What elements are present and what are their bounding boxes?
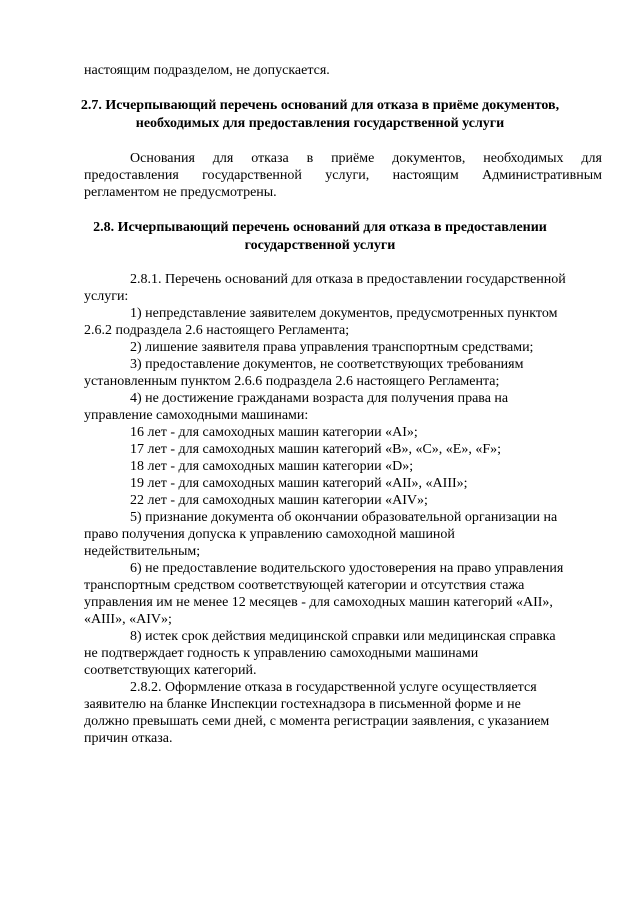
- section-2-8-line: услуги:: [84, 289, 129, 304]
- section-2-7-paragraph-line-2: [84, 167, 602, 184]
- section-2-8-line: 8) истек срок действия медицинской справки или медицинская справка: [130, 629, 556, 644]
- section-2-7-heading-line-1: 2.7. Исчерпывающий перечень оснований для отказа в приёме документов,: [80, 98, 560, 113]
- section-2-8-line: управление самоходными машинами:: [84, 408, 309, 423]
- section-2-7-heading-line-2: необходимых для предоставления государственной услуги: [135, 116, 505, 131]
- section-2-8-line: установленным пунктом 2.6.6 подраздела 2.6 настоящего Регламента;: [84, 374, 500, 389]
- section-2-8-line: 2.6.2 подраздела 2.6 настоящего Регламента;: [84, 323, 350, 338]
- word: отказа: [251, 151, 289, 166]
- word: настоящим: [392, 168, 459, 183]
- section-2-8-line: не подтверждает годность к управлению самоходными машинами: [84, 646, 479, 661]
- section-2-8-line: 19 лет - для самоходных машин категорий «AII», «AIII»;: [130, 476, 468, 491]
- section-2-8-line: 18 лет - для самоходных машин категории «D»;: [130, 459, 414, 474]
- section-2-7-paragraph-line-1: [130, 150, 602, 167]
- section-2-8-heading-line-1: 2.8. Исчерпывающий перечень оснований для отказа в предоставлении: [93, 220, 547, 235]
- section-2-8-line: право получения допуска к управлению самоходной машиной: [84, 527, 455, 542]
- section-2-8-line: 6) не предоставление водительского удостоверения на право управления: [130, 561, 564, 576]
- section-2-8-line: транспортным средством соответствующей категории и отсутствия стажа: [84, 578, 525, 593]
- section-2-8-line: 4) не достижение гражданами возраста для получения права на: [130, 391, 509, 406]
- word: в: [306, 151, 314, 166]
- section-2-7-paragraph-line-3: регламентом не предусмотрены.: [84, 185, 277, 200]
- section-2-8-heading-line-2: государственной услуги: [244, 238, 396, 253]
- section-2-8-line: 3) предоставление документов, не соответствующих требованиям: [130, 357, 524, 372]
- word: приёме: [331, 151, 375, 166]
- word: услуги,: [325, 168, 370, 183]
- section-2-8-line: недействительным;: [84, 544, 201, 559]
- word: предоставления: [84, 168, 179, 183]
- intro-text-line: настоящим подразделом, не допускается.: [84, 63, 330, 78]
- word: для: [581, 151, 602, 166]
- section-2-8-line: 2) лишение заявителя права управления транспортным средствами;: [130, 340, 534, 355]
- section-2-8-line: 16 лет - для самоходных машин категории «AI»;: [130, 425, 418, 440]
- section-2-8-line: 17 лет - для самоходных машин категорий «B», «C», «E», «F»;: [130, 442, 502, 457]
- word: государственной: [202, 168, 302, 183]
- section-2-8-line: 2.8.1. Перечень оснований для отказа в предоставлении государственной: [130, 272, 566, 287]
- word: Основания: [130, 151, 195, 166]
- word: для: [212, 151, 234, 166]
- section-2-8-line: 22 лет - для самоходных машин категории «AIV»;: [130, 493, 428, 508]
- section-2-8-line: управления им не менее 12 месяцев - для самоходных машин категорий «AII»,: [84, 595, 553, 610]
- word: необходимых: [483, 151, 564, 166]
- word: Административным: [482, 168, 602, 183]
- section-2-8-line: 1) непредставление заявителем документов, предусмотренных пунктом: [130, 306, 558, 321]
- section-2-8-line: соответствующих категорий.: [84, 663, 257, 678]
- section-2-8-line: заявителю на бланке Инспекции гостехнадзора в письменной форме и не: [84, 697, 521, 712]
- section-2-8-line: должно превышать семи дней, с момента регистрации заявления, с указанием: [84, 714, 550, 729]
- section-2-8-line: причин отказа.: [84, 731, 173, 746]
- word: документов,: [392, 151, 466, 166]
- section-2-8-line: «AIII», «AIV»;: [84, 612, 172, 627]
- section-2-8-line: 5) признание документа об окончании образовательной организации на: [130, 510, 558, 525]
- section-2-8-line: 2.8.2. Оформление отказа в государственной услуге осуществляется: [130, 680, 537, 695]
